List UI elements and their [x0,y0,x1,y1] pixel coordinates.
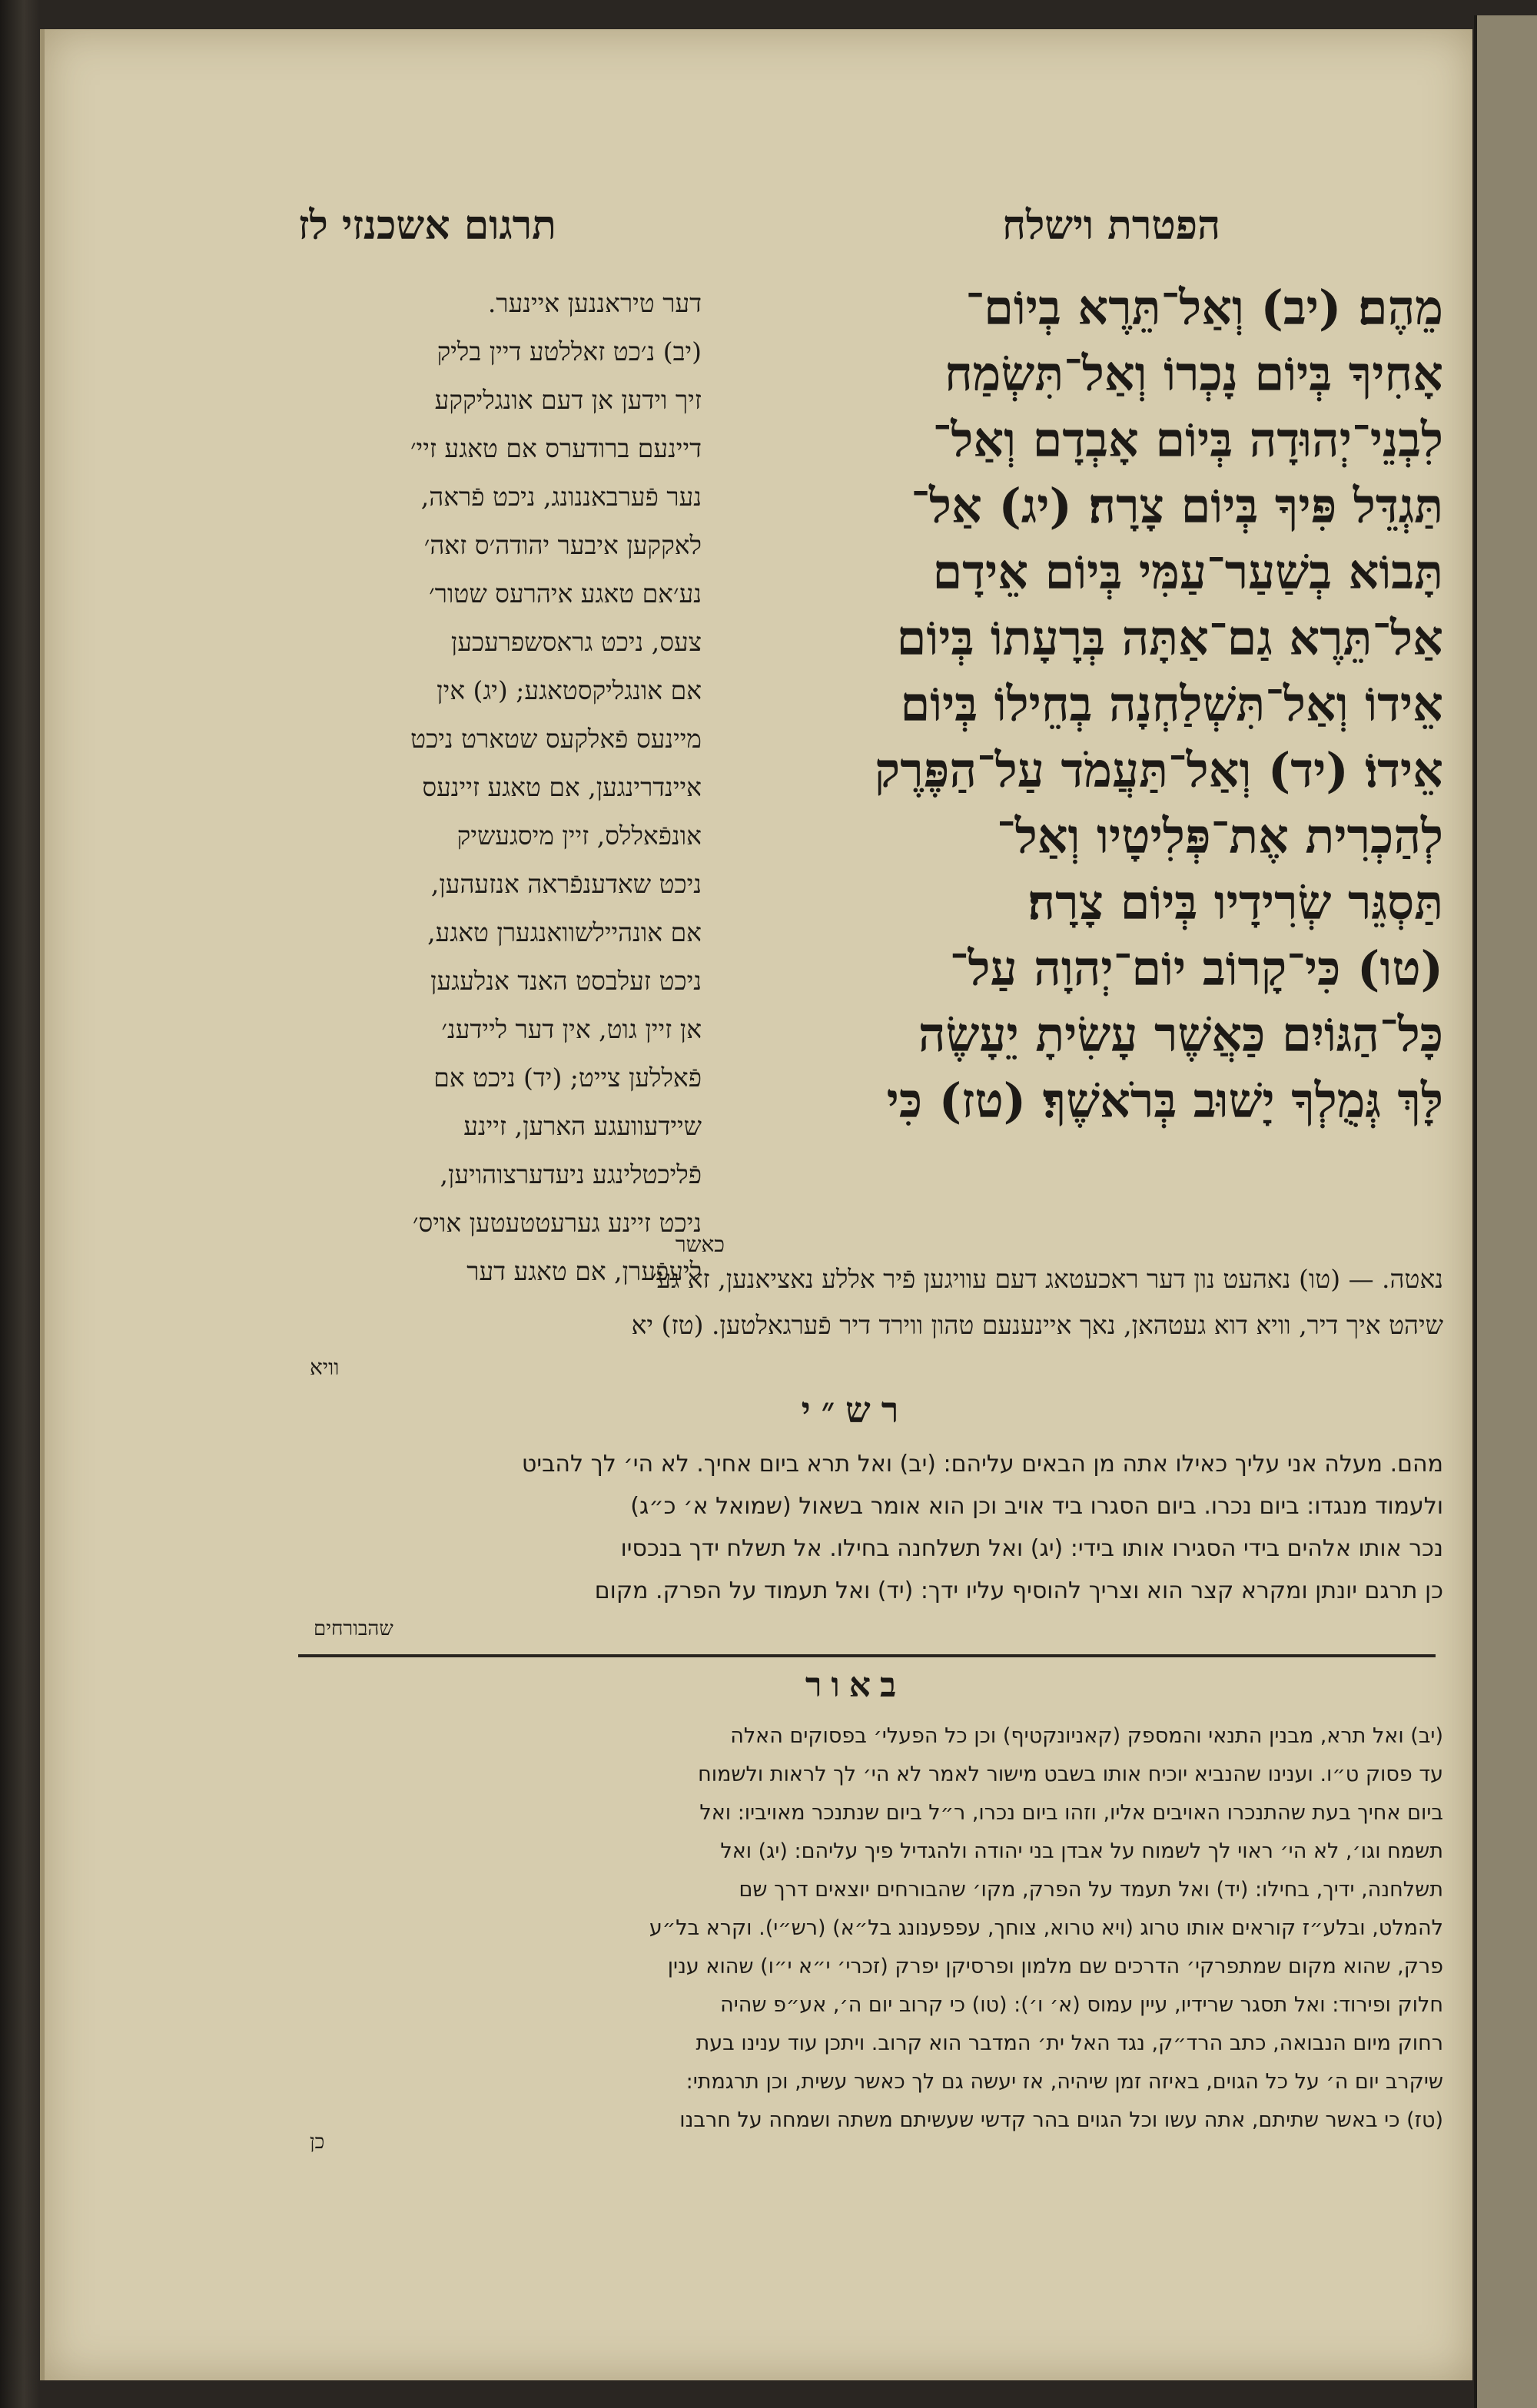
haftarah-header: הפטרת וישלח [1002,202,1220,249]
targum-line: ליעפֿערן, אם טאגע דער [466,1256,702,1286]
facing-page-edge [1474,15,1537,2408]
targum-line: נער פֿערבאננונג, ניכט פֿראה, [420,482,702,512]
biur-line: שיקרב יום ה׳ על כל הגוים, באיזה זמן שיהיה, אז יעשה גם לך כאשר עשית, וכן תרגמתי: [686,2070,1443,2094]
targum-line: מיינעס פֿאלקעס שטארט ניכט [410,724,702,754]
main-line: לְהַכְרִית אֶת־פְּלִיטָיו וְאַל־ [997,808,1443,864]
biur-catchword: כן [310,2131,325,2154]
main-line: אָחִיךָ בְּיוֹם נָכְרוֹ וְאַל־תִּשְׂמַח [944,346,1443,402]
rashi-line: נכר אותו אלהים בידי הסגירו אותו בידי: (יג) ואל תשלחנה בחילו. אל תשלח ידך בנכסיו [620,1535,1443,1562]
book-page [40,29,1472,2380]
section-divider [298,1654,1436,1657]
targum-line: ניכט שאדענפֿראה אנזעהען, [430,869,702,899]
targum-line: שיידעוועגע הארען, זיינע [463,1111,702,1141]
targum-line: ניכט זיינע גערעטטעטען אויס׳ [412,1208,702,1238]
main-line: מֵהֶם׃ (יב) וְאַל־תֵּרֶא בְיוֹם־ [965,280,1443,336]
main-line: אֵידוֹ׃ (יד) וְאַל־תַּעֲמֹד עַל־הַפֶּרֶק [875,742,1443,798]
targum-column [290,279,702,1295]
targum-line: פֿליכטלינגע ניעדערצוהויען, [440,1159,702,1189]
targum-line: נע׳אם טאגע איהרעס שטור׳ [429,579,702,609]
rashi-line: ולעמוד מנגדו: ביום נכרו. ביום הסגרו ביד אויב וכן הוא אומר בשאול (שמואל א׳ כ״ג) [630,1493,1443,1520]
targum-header: תרגום אשכנזי לז [298,202,556,249]
targum-line: דיינעם ברודערס אם טאגע זיי׳ [410,433,702,463]
targum-wide-text [290,1256,1443,1348]
biur-line: (יב) ואל תרא, מבנין התנאי והמספק (קאניונקטיף) וכן כל הפעלי׳ בפסוקים האלה [730,1724,1443,1748]
targum-line: אם אונגליקסטאגע; (יג) אין [437,675,702,705]
biur-line: תשלחנה, ידיך, בחילו: (יד) ואל תעמד על הפרק, מקו׳ שהבורחים יוצאים דרך שם [739,1878,1443,1902]
book-binding [0,0,40,2408]
biur-line: ביום אחיך בעת שהתנכרו האויבים אליו, וזהו ביום נכרו, ר״ל ביום שנתנכר מאויביו: ואל [699,1801,1443,1825]
biur-heading: באור [805,1666,906,1705]
rashi-catchword: שהבורחים [314,1617,393,1640]
main-line: כָּל־הַגּוֹיִם כַּאֲשֶׁר עָשִׂיתָ יֵעָשֶׂה [918,1007,1443,1063]
targum-line: איינדרינגען, אם טאגע זיינעס [422,772,702,802]
targum-line: ניכט זעלבסט האנד אנלעגען [430,966,702,996]
biur-line: פרק, שהוא מקום שמתפרקי׳ הדרכים שם מלמון ופרסיקן יפרק (זכרי׳ י״א י״ו) שהוא ענין [667,1955,1443,1978]
biur-commentary [290,1717,1443,2140]
rashi-line: מהם. מעלה אני עליך כאילו אתה מן הבאים עליהם: (יב) ואל תרא ביום אחיך. לא הי׳ לך להביט [521,1451,1443,1478]
targum-line: צעס, ניכט גראסשפרעכען [450,627,702,657]
hebrew-main-text [705,275,1443,1134]
main-line: תַּגְדֵּל פִּיךָ בְּיוֹם צָרָה׃ (יג) אַל־ [911,478,1443,534]
targum-line: אן זיין גוט, אין דער ליידענ׳ [441,1014,702,1044]
targum-wide-line: שיהט איך דיר, וויא דוא געטהאן, נאך איינענעם טהון ווירד דיר פֿערגאלטען. (טז) יא [631,1310,1443,1340]
main-line: אַל־תֵּרֶא גַם־אַתָּה בְּרָעָתוֹ בְּיוֹם [896,610,1443,666]
biur-line: (טז) כי באשר שתיתם, אתה עשו וכל הגוים בהר קדשי שעשיתם משתה ושמחה על חרבנו [679,2108,1443,2132]
main-catchword: כאשר [675,1232,725,1257]
biur-line: תשמח וגו׳, לא הי׳ ראוי לך לשמוח על אבדן בני יהודה ולהגדיל פיך עליהם: (יג) ואל [720,1839,1443,1863]
main-line: אֵידוֹ וְאַל־תִּשְׁלַחְנָה בְחֵילוֹ בְּיוֹם [900,676,1443,732]
rashi-heading: רש״י [801,1389,910,1431]
targum-line: זיך וידען אן דעם אונגליקקע [434,385,702,415]
biur-line: רחוק מיום הנבואה, כתב הרד״ק, נגד האל ית׳ המדבר הוא קרוב. ויתכן עוד ענינו בעת [695,2032,1443,2055]
main-line: לִבְנֵי־יְהוּדָה בְּיוֹם אָבְדָם וְאַל־ [932,412,1443,468]
biur-line: עד פסוק ט״ו. וענינו שהנביא יוכיח אותו בשבט מישור לאמר לא הי׳ לך לראות ולשמוח [698,1763,1443,1786]
rashi-commentary [290,1443,1443,1612]
targum-wide-line: נאטה. — (טו) נאהעט נון דער ראכעטאג דעם עוויגען פֿיר אללע נאציאנען, זא גע׳ [651,1264,1443,1294]
main-line: (טו) כִּי־קָרוֹב יוֹם־יְהוָה עַל־ [949,940,1443,997]
biur-line: להמלט, ובלע״ז קוראים אותו טרוג (ויא טרוא, צוחך, עפפענונג בל״א) (רש״י). וקרא בל״ע [649,1916,1443,1940]
targum-line: לאקקען איבער יהודה׳ס זאה׳ [423,530,702,560]
biur-line: חלוק ופירוד: ואל תסגר שרידיו, עיין עמוס (א׳ ו׳): (טו) כי קרוב יום ה׳, אע״פ שהיה [720,1993,1443,2017]
rashi-line: כן תרגם יונתן ומקרא קצר הוא וצריך להוסיף עליו ידך: (יד) ואל תעמוד על הפרק. מקום [594,1577,1443,1604]
targum-line: אונפֿאללס, זיין מיסגעשיק [456,821,702,851]
main-line: לָּךְ גְּמֻלְךָ יָשׁוּב בְּרֹאשֶׁךָ׃ (טז) כִּי [886,1073,1443,1129]
targum-line: דער טיראננען איינער. [487,288,702,318]
targum-line: אם אונהיילשוואנגערן טאגע, [427,917,702,947]
targum-catchword: וויא [310,1355,340,1380]
targum-line: פֿאללען צייט; (יד) ניכט אם [433,1063,702,1093]
main-line: תַּסְגֵּר שְׂרִידָיו בְּיוֹם צָרָה׃ [1027,874,1443,930]
targum-line: (יב) נ׳כט זאללטע דיין בליק [437,337,702,367]
main-line: תָּבוֹא בְשַׁעַר־עַמִּי בְּיוֹם אֵידָם [932,544,1443,600]
page-content [267,202,1443,2338]
